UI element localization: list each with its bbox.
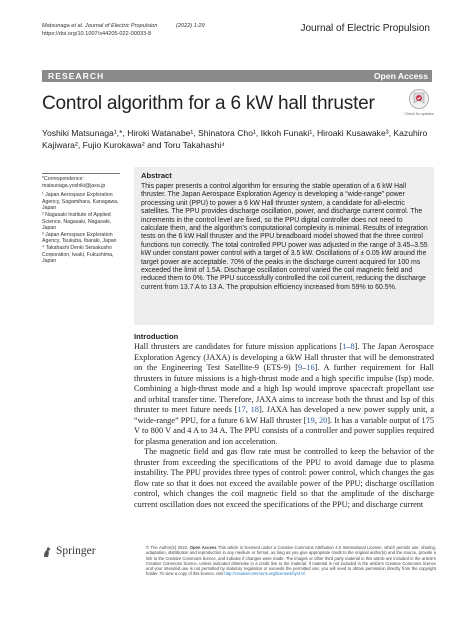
intro-text-run: ]. JAXA has developed a new power supply unit, a “wide-range” PPU, for a future 6 kW Hall thruster [: [134, 405, 435, 425]
intro-text-run: ,: [245, 405, 251, 414]
intro-text-run: –: [302, 363, 307, 372]
intro-text-run: ]. It has a variable output of 175 V to 800 V and 4 A to 34 A. The PPU consists of a controller and power supplies required for plasma generation and ion acceleration.: [134, 415, 434, 446]
doi-link[interactable]: https://doi.org/10.1007/s44205-022-00033-8: [42, 31, 152, 37]
author-list: Yoshiki Matsunaga¹,*, Hiroki Watanabe¹, Shinatora Cho¹, Ikkoh Funaki¹, Hiroaki Kusawake³, Kazuhiro Kajiwara², Fujio Kurokawa² and Toru Takahashi⁴: [42, 128, 428, 150]
abstract-text: This paper presents a control algorithm for ensuring the stable operation of a 6 kW Hall thruster. The Japan Aerospace Exploration Agency is developing a “wide-range” power processing unit (PPU) to power a 6 kW Hall thruster system, a candidate for all-electric satellites. The PPU provides discharge oscillation, power, and discharge current control. The increments in the control level are fixed, so the PPU digital controller does not need to calculate them, and the algorithm’s computational complexity is minimal. Results of integration tests on the 6 kW Hall thruster and the PPU breadboard model showed that the three control functions run correctly. The total controlled PPU power was adjusted in the range of 3.45–3.55 kW under constant power control with a target of 3.5 kW. Oscillations of ± 0.05 kW around the target power are acceptable. 70% of the peaks in the discharge current acquired for 100 ms exceeded the limit of 1.5A. Discharge oscillation control varied the coil magnetic field and reduced them to 0%. The PPU successfully controlled the coil current, reducing the discharge current from 13.7 A to 13 A. The propulsion efficiency increased from 59% to 60.5%.: [141, 183, 428, 291]
affiliation-3: ³ Japan Aerospace Exploration Agency, Tsukuba, Ibaraki, Japan: [42, 231, 117, 245]
reference-link[interactable]: 1: [342, 342, 347, 351]
intro-text-run: ]. A further requirement for Hall thrusters in future missions is a high-thrust mode and a high specific impulse (Isp) mode. Combining a high-thrust mode and a high Isp would improve spacecraft propellant use and orbital transfer time. Therefore, JAXA aims to increase both the thrust and Isp of this thruster to meet future needs [: [134, 363, 434, 414]
reference-link[interactable]: 17: [237, 405, 246, 414]
intro-text-run: Hall thrusters are candidates for future mission applications [: [134, 342, 343, 351]
introduction-text: [134, 342, 434, 510]
license-copyright: © The Author(s) 2022.: [146, 545, 189, 550]
intro-text-run: The magnetic field and gas flow rate must be controlled to keep the behavior of the thruster from exceeding the specifications of the PPU to avoid damage due to plasma instability. The PPU provides three types of control: power control, which changes the gas flow rate so that it does not exceed the available power of the PPU; discharge oscillation control, which changes the coil magnetic field so that the amplitude of the discharge current oscillation does not exceed the specifications of the PPU; and discharge current: [134, 447, 434, 509]
license-open-access: Open Access: [189, 545, 217, 550]
running-header-volume: (2022) 1:29: [176, 23, 205, 29]
publisher-name: Springer: [56, 545, 96, 557]
license-link[interactable]: http://creativecommons.org/licenses/by/4.0/.: [224, 571, 307, 577]
correspondence-email[interactable]: matsunaga.yoshiki@jaxa.jp: [42, 182, 106, 189]
reference-link[interactable]: 16: [306, 363, 315, 372]
reference-link[interactable]: 9: [298, 363, 303, 372]
intro-text-run: ]. The Japan Aerospace Exploration Agency (JAXA) is developing a 6kW Hall thruster that will be demonstrated on the Engineering Test Satellite-9 (ETS-9) [: [134, 342, 434, 372]
license-body: This article is licensed under a Creative Commons Attribution 4.0 International License, which permits use, sharing, adaptation, distribution and reproduction in any medium or format, as long as you give appropriate credit to the original author(s) and the source, provide a link to the Creative Commons licence, and indicate if changes were made. The images or other third party material in this article are included in the article’s Creative Commons licence, unless indicated otherwise in a credit line to the material. If material is not included in the article’s Creative Commons licence and your intended use is not permitted by statutory regulation or exceeds the permitted use, you will need to obtain permission directly from the copyright holder. To view a copy of this licence, visit: [146, 545, 437, 577]
article-type-label: RESEARCH: [48, 71, 105, 81]
intro-text-run: ,: [314, 415, 319, 425]
affiliation-4: ⁴ Takahashi Denki Seisakusho Corporation, Iwaki, Fukushima, Japan: [42, 244, 114, 265]
license-text: [146, 545, 436, 577]
running-header-citation: Matsunaga et al. Journal of Electric Propulsion: [42, 23, 158, 29]
abstract-heading: Abstract: [141, 171, 172, 180]
introduction-heading: Introduction: [134, 332, 179, 341]
reference-link[interactable]: 19: [306, 415, 315, 425]
affiliation-1: ¹ Japan Aerospace Exploration Agency, Sagamihara, Kanagawa, Japan: [42, 192, 119, 212]
open-access-label: Open Access: [373, 71, 428, 81]
intro-paragraph: [134, 342, 434, 447]
correspondence-block: [42, 173, 122, 265]
check-for-updates-icon[interactable]: [406, 88, 432, 112]
springer-horse-icon: [42, 546, 52, 558]
journal-name: Journal of Electric Propulsion: [300, 23, 430, 34]
intro-text-run: –: [346, 342, 351, 351]
intro-paragraph: [134, 447, 434, 510]
check-for-updates-label[interactable]: Check for updates: [404, 112, 434, 116]
article-title: Control algorithm for a 6 kW hall thruster: [42, 93, 375, 114]
reference-link[interactable]: 18: [250, 405, 259, 414]
reference-link[interactable]: 20: [319, 415, 328, 425]
correspondence-divider: [42, 173, 120, 174]
reference-link[interactable]: 8: [350, 342, 355, 351]
correspondence-label: *Correspondence:: [42, 176, 84, 182]
affiliation-2: ² Nagasaki Institute of Applied Science, Nagasaki, Nagasaki, Japan: [42, 211, 111, 232]
